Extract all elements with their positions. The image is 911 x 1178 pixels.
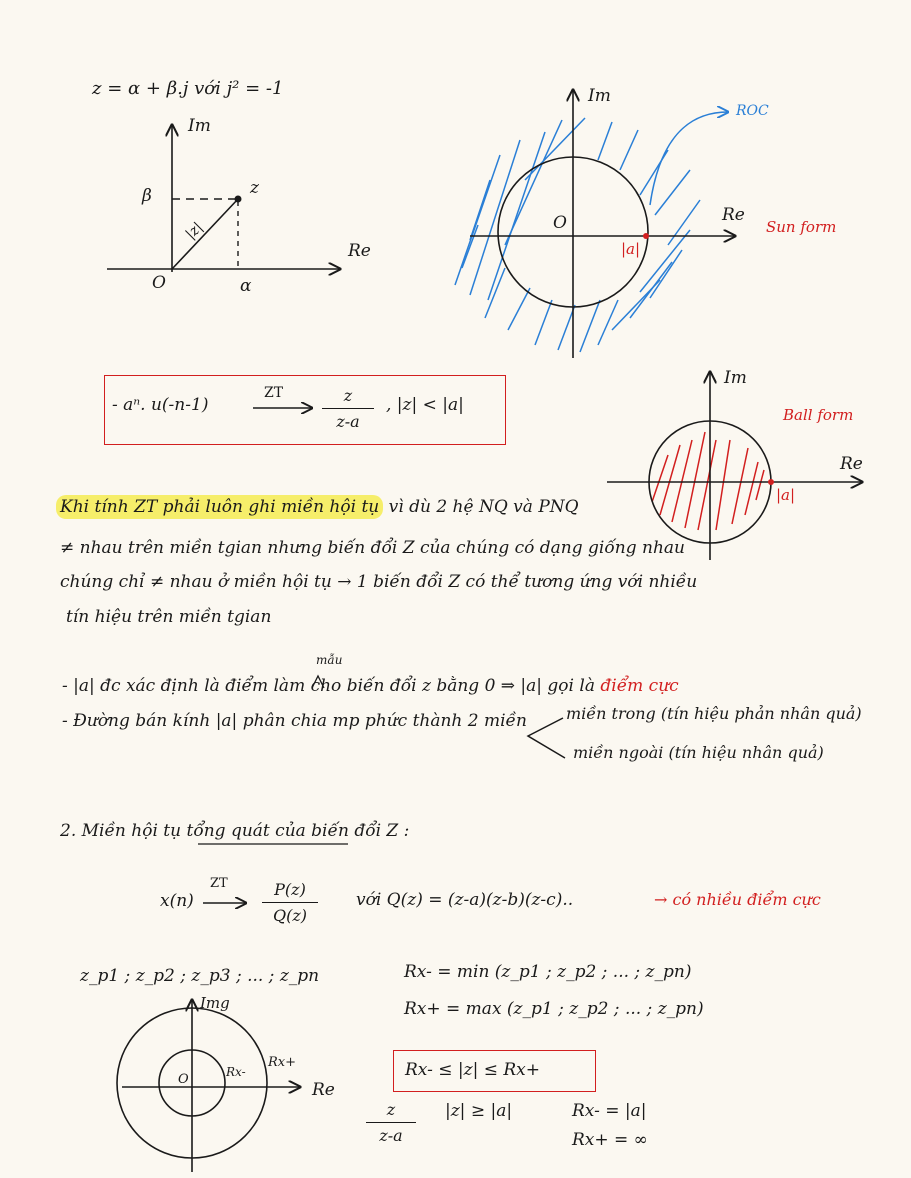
- example-fraction: [366, 1100, 416, 1145]
- bullet2-inner: miền trong (tín hiệu phản nhân quả): [566, 704, 862, 723]
- section2-title-underlined: tổng quát của biến: [186, 821, 349, 841]
- xfer-red-note: → có nhiều điểm cực: [654, 890, 821, 909]
- box1-left: - aⁿ. u(-n-1): [112, 395, 209, 415]
- xfer-arrow-label: ZT: [210, 876, 228, 891]
- section2-title-pre: 2. Miền hội tụ: [60, 821, 182, 841]
- fig4-origin-label: O: [178, 1072, 189, 1087]
- section2-title: [60, 823, 409, 840]
- xfer-q: với Q(z) = (z-a)(z-b)(z-c)..: [356, 890, 574, 910]
- fig3-re-label: Re: [840, 454, 863, 474]
- box1-den: z-a: [322, 408, 374, 431]
- ball-form-figure: [607, 368, 862, 560]
- fig4-re-label: Re: [312, 1080, 335, 1100]
- bullet2-outer: miền ngoài (tín hiệu nhân quả): [573, 743, 824, 762]
- xfer-lhs: x(n): [160, 891, 194, 911]
- fig3-pole-point: [768, 479, 774, 485]
- ball-hatching: [652, 432, 764, 530]
- xfer-num: P(z): [274, 880, 306, 899]
- example-r2: Rx+ = ∞: [572, 1130, 648, 1150]
- bullet1-insert: mẫu: [316, 653, 343, 667]
- roc-hatching: [455, 118, 700, 352]
- fig2-pole-point: [643, 233, 649, 239]
- box1-condition: , |z| < |a|: [386, 395, 464, 415]
- xfer-fraction: [262, 880, 318, 925]
- bullet1: [62, 678, 679, 695]
- xfer-den: Q(z): [262, 902, 318, 925]
- fig1-re-label: Re: [348, 241, 371, 261]
- section2-title-post: đổi Z :: [354, 821, 410, 841]
- fig2-a-label: |a|: [621, 240, 641, 258]
- para-line1-rest: vì dù 2 hệ NQ và PNQ: [388, 497, 579, 517]
- fig1-vector: [172, 199, 238, 269]
- para-highlight: Khi tính ZT phải luôn ghi miền hội tụ: [56, 495, 383, 519]
- fig1-alpha-label: α: [240, 276, 252, 296]
- para-line1: [56, 499, 579, 516]
- fig4-rin-label: Rx-: [226, 1065, 246, 1079]
- roc-pointer-arrow: [650, 112, 728, 205]
- bullet1-text: - |a| đc xác định là điểm làm cho biến đổi z bằng 0 ⇒ |a| gọi là: [62, 676, 595, 696]
- bullet1-red: điểm cực: [600, 676, 679, 696]
- example-r1: Rx- = |a|: [572, 1101, 647, 1121]
- fig2-re-label: Re: [722, 205, 745, 225]
- para-line3: chúng chỉ ≠ nhau ở miền hội tụ → 1 biến đổi Z có thể tương ứng với nhiều: [60, 572, 698, 592]
- fig2-origin-label: O: [553, 213, 567, 233]
- box1-fraction: [322, 386, 374, 431]
- fig2-im-label: Im: [588, 86, 611, 106]
- roc-label: ROC: [736, 103, 769, 119]
- complex-number-formula: z = α + β.j với j² = -1: [92, 78, 284, 99]
- fig1-modz-label: |z|: [182, 219, 207, 243]
- box1-arrow-label: ZT: [264, 385, 284, 401]
- fig4-rout-label: Rx+: [268, 1055, 297, 1070]
- sun-form-label: Sun form: [766, 218, 837, 236]
- box1-num: z: [343, 386, 353, 405]
- fig3-a-label: |a|: [776, 486, 796, 504]
- fig1-origin-label: O: [152, 273, 166, 293]
- annulus-figure: [117, 1000, 300, 1172]
- rx-plus-def: Rx+ = max (z_p1 ; z_p2 ; ... ; z_pn): [404, 999, 704, 1019]
- fig1-beta-label: β: [142, 186, 152, 206]
- example-den: z-a: [366, 1122, 416, 1145]
- box2-text: Rx- ≤ |z| ≤ Rx+: [405, 1060, 540, 1080]
- example-cond: |z| ≥ |a|: [445, 1101, 513, 1121]
- bullet2-brace: [528, 718, 565, 758]
- para-line4: tín hiệu trên miền tgian: [66, 607, 272, 627]
- fig1-im-label: Im: [188, 116, 211, 136]
- sun-form-figure: [455, 86, 735, 358]
- rx-minus-def: Rx- = min (z_p1 ; z_p2 ; ... ; z_pn): [404, 962, 692, 982]
- fig3-im-label: Im: [724, 368, 747, 388]
- example-num: z: [386, 1100, 396, 1119]
- fig1-z-label: z: [250, 178, 259, 198]
- ball-form-label: Ball form: [783, 406, 854, 424]
- fig1-z-point: [235, 196, 242, 203]
- poles-list: z_p1 ; z_p2 ; z_p3 ; ... ; z_pn: [80, 966, 320, 986]
- para-line2: ≠ nhau trên miền tgian nhưng biến đổi Z của chúng có dạng giống nhau: [60, 538, 685, 558]
- fig4-im-label: Img: [200, 994, 230, 1012]
- bullet2: - Đường bán kính |a| phân chia mp phức thành 2 miền: [62, 711, 527, 731]
